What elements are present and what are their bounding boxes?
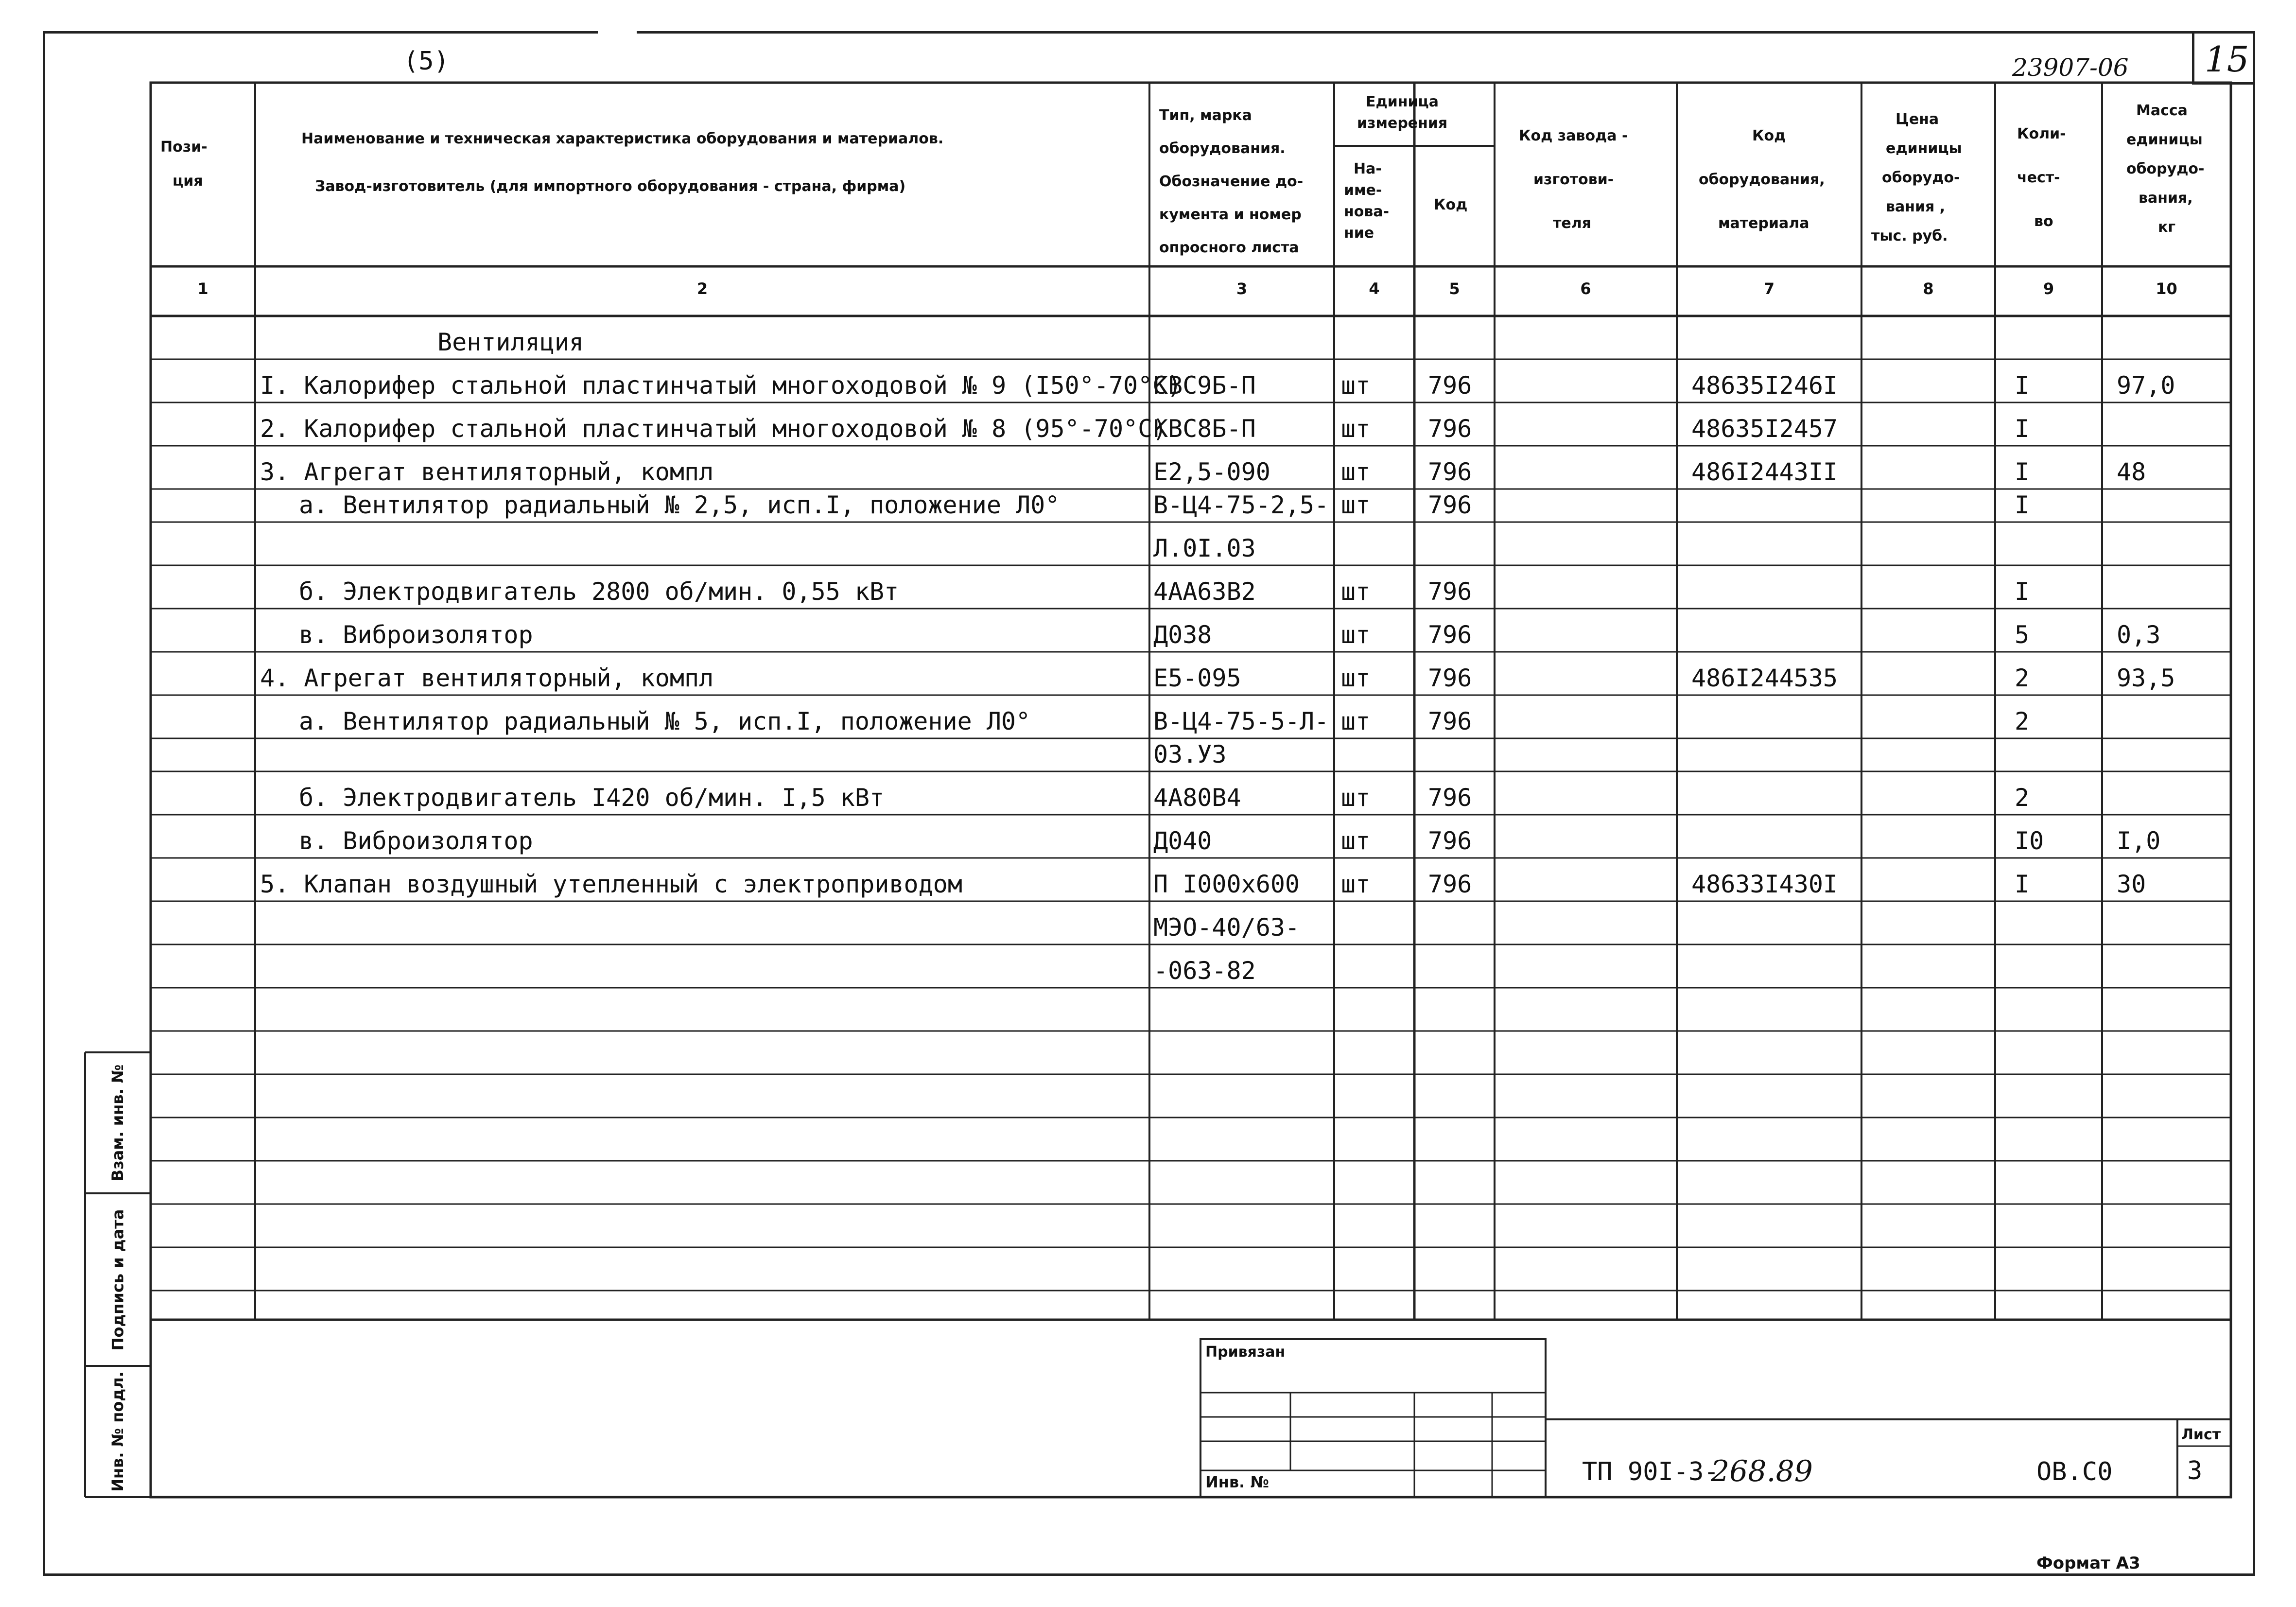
- column-number: 5: [1449, 279, 1460, 298]
- bound-label: Привязан: [1205, 1344, 1286, 1361]
- item-quantity: 2: [2015, 664, 2030, 692]
- header-position: ция: [173, 173, 203, 190]
- item-type: -063-82: [1153, 957, 1256, 985]
- header-type: оборудования.: [1159, 140, 1286, 157]
- item-unit: шт: [1341, 664, 1371, 692]
- item-name: 3. Агрегат вентиляторный, компл: [260, 458, 714, 486]
- item-type: Л.0I.03: [1153, 534, 1256, 562]
- item-equipment-code: 48633I430I: [1691, 870, 1838, 898]
- header-mass: кг: [2158, 219, 2176, 236]
- header-unit-group: измерения: [1357, 115, 1448, 132]
- column-number: 3: [1236, 279, 1248, 298]
- item-unit-code: 796: [1428, 784, 1472, 812]
- item-name: в. Виброизолятор: [299, 621, 533, 649]
- item-name: в. Виброизолятор: [299, 827, 533, 855]
- header-plant-code: теля: [1553, 215, 1591, 232]
- header-plant-code: Код завода -: [1519, 127, 1628, 144]
- header-mass: оборудо-: [2126, 160, 2205, 177]
- item-name: I. Калорифер стальной пластинчатый многоходовой № 9 (I50°-70°С): [260, 371, 1182, 400]
- column-number: 6: [1580, 279, 1591, 298]
- item-name: 2. Калорифер стальной пластинчатый многоходовой № 8 (95°-70°С): [260, 415, 1167, 443]
- item-unit-code: 796: [1428, 664, 1472, 692]
- format-label: Формат А3: [2036, 1554, 2140, 1573]
- item-unit-code: 796: [1428, 415, 1472, 443]
- item-unit-code: 796: [1428, 827, 1472, 855]
- item-unit-code: 796: [1428, 621, 1472, 649]
- item-equipment-code: 486I2443II: [1691, 458, 1838, 486]
- column-number: 10: [2156, 279, 2177, 298]
- header-unit-name: На-: [1354, 160, 1382, 177]
- header-equipment-code: материала: [1718, 215, 1809, 232]
- item-type: КВС8Б-П: [1153, 415, 1256, 443]
- item-equipment-code: 48635I2457: [1691, 415, 1838, 443]
- header-plant-code: изготови-: [1533, 171, 1614, 188]
- item-quantity: I: [2015, 371, 2030, 400]
- header-unit-name: име-: [1344, 182, 1382, 199]
- inv-label: Инв. №: [1205, 1473, 1269, 1491]
- header-price: Цена: [1896, 111, 1939, 128]
- item-type: П I000х600: [1153, 870, 1300, 898]
- item-quantity: I: [2015, 870, 2030, 898]
- item-name: б. Электродвигатель 2800 об/мин. 0,55 кВт: [299, 577, 899, 606]
- item-type: Д040: [1153, 827, 1212, 855]
- header-price: вания ,: [1886, 198, 1946, 215]
- item-unit: шт: [1341, 415, 1371, 443]
- item-unit: шт: [1341, 491, 1371, 519]
- item-name: 4. Агрегат вентиляторный, компл: [260, 664, 714, 692]
- header-position: Пози-: [160, 139, 208, 156]
- item-unit-code: 796: [1428, 371, 1472, 400]
- item-quantity: I: [2015, 577, 2030, 606]
- header-manufacturer: Завод-изготовитель (для импортного оборудования - страна, фирма): [315, 178, 906, 195]
- header-unit-name: нова-: [1344, 203, 1390, 220]
- item-mass: I,0: [2117, 827, 2161, 855]
- item-name: 5. Клапан воздушный утепленный с электроприводом: [260, 870, 962, 898]
- item-unit-code: 796: [1428, 870, 1472, 898]
- side-stamp-label: Взам. инв. №: [108, 1064, 127, 1182]
- header-price: единицы: [1886, 140, 1962, 157]
- header-equipment-code: оборудования,: [1699, 171, 1825, 188]
- side-stamp-label: Подпись и дата: [108, 1209, 127, 1350]
- item-type: МЭО-40/63-: [1153, 913, 1300, 942]
- item-quantity: I: [2015, 415, 2030, 443]
- item-equipment-code: 48635I246I: [1691, 371, 1838, 400]
- item-quantity: I: [2015, 491, 2030, 519]
- item-quantity: 5: [2015, 621, 2030, 649]
- header-name: Наименование и техническая характеристика оборудования и материалов.: [301, 130, 944, 147]
- item-type: КВС9Б-П: [1153, 371, 1256, 400]
- sheet-label: Лист: [2181, 1426, 2221, 1443]
- column-number: 2: [696, 279, 708, 298]
- header-quantity: чест-: [2017, 169, 2060, 186]
- column-number: 8: [1923, 279, 1934, 298]
- header-unit-group: Единица: [1366, 93, 1439, 110]
- doc-prefix: ТП 90I-3-: [1582, 1457, 1719, 1486]
- item-type: В-Ц4-75-2,5-: [1153, 491, 1329, 519]
- column-number: 4: [1369, 279, 1380, 298]
- header-mass: Масса: [2136, 102, 2188, 119]
- header-quantity: Коли-: [2017, 125, 2066, 142]
- item-quantity: I0: [2015, 827, 2044, 855]
- sheet-number: 3: [2187, 1456, 2203, 1485]
- archive-number: 23907-06: [2012, 53, 2129, 82]
- item-type: Е5-095: [1153, 664, 1241, 692]
- column-number: 7: [1763, 279, 1775, 298]
- item-unit: шт: [1341, 870, 1371, 898]
- item-type: 4А80В4: [1153, 784, 1241, 812]
- header-quantity: во: [2034, 213, 2053, 230]
- item-unit: шт: [1341, 784, 1371, 812]
- page-marker: (5): [403, 47, 449, 76]
- item-type: В-Ц4-75-5-Л-: [1153, 707, 1329, 735]
- header-type: опросного листа: [1159, 239, 1299, 256]
- item-mass: 30: [2117, 870, 2146, 898]
- corner-number: 15: [2205, 39, 2249, 80]
- header-mass: единицы: [2126, 131, 2203, 148]
- item-quantity: I: [2015, 458, 2030, 486]
- item-mass: 48: [2117, 458, 2146, 486]
- doc-code: ОВ.С0: [2036, 1457, 2113, 1486]
- side-stamp-label: Инв. № подл.: [108, 1371, 127, 1492]
- item-unit-code: 796: [1428, 458, 1472, 486]
- item-name: Вентиляция: [437, 328, 584, 356]
- item-type: Е2,5-090: [1153, 458, 1270, 486]
- item-quantity: 2: [2015, 707, 2030, 735]
- item-type: 4АА63В2: [1153, 577, 1256, 606]
- header-price: тыс. руб.: [1871, 227, 1948, 245]
- item-unit-code: 796: [1428, 577, 1472, 606]
- column-number: 1: [197, 279, 209, 298]
- item-equipment-code: 486I244535: [1691, 664, 1838, 692]
- column-number: 9: [2043, 279, 2054, 298]
- item-name: а. Вентилятор радиальный № 5, исп.I, положение Л0°: [299, 707, 1031, 735]
- item-unit-code: 796: [1428, 491, 1472, 519]
- item-unit: шт: [1341, 577, 1371, 606]
- header-type: Обозначение до-: [1159, 173, 1304, 190]
- item-type: Д038: [1153, 621, 1212, 649]
- item-mass: 93,5: [2117, 664, 2175, 692]
- header-mass: вания,: [2139, 190, 2193, 207]
- header-unit-code: Код: [1434, 196, 1468, 213]
- doc-handwritten: 268.89: [1711, 1454, 1813, 1488]
- header-equipment-code: Код: [1752, 127, 1786, 144]
- item-unit: шт: [1341, 621, 1371, 649]
- header-type: Тип, марка: [1159, 107, 1252, 124]
- header-type: кумента и номер: [1159, 206, 1302, 223]
- item-unit-code: 796: [1428, 707, 1472, 735]
- item-type: 03.У3: [1153, 740, 1227, 769]
- header-price: оборудо-: [1882, 169, 1960, 186]
- header-unit-name: ние: [1344, 225, 1374, 242]
- item-mass: 97,0: [2117, 371, 2175, 400]
- item-name: б. Электродвигатель I420 об/мин. I,5 кВт: [299, 784, 885, 812]
- item-unit: шт: [1341, 707, 1371, 735]
- item-unit: шт: [1341, 827, 1371, 855]
- item-unit: шт: [1341, 371, 1371, 400]
- item-unit: шт: [1341, 458, 1371, 486]
- item-quantity: 2: [2015, 784, 2030, 812]
- item-mass: 0,3: [2117, 621, 2161, 649]
- item-name: а. Вентилятор радиальный № 2,5, исп.I, положение Л0°: [299, 491, 1060, 519]
